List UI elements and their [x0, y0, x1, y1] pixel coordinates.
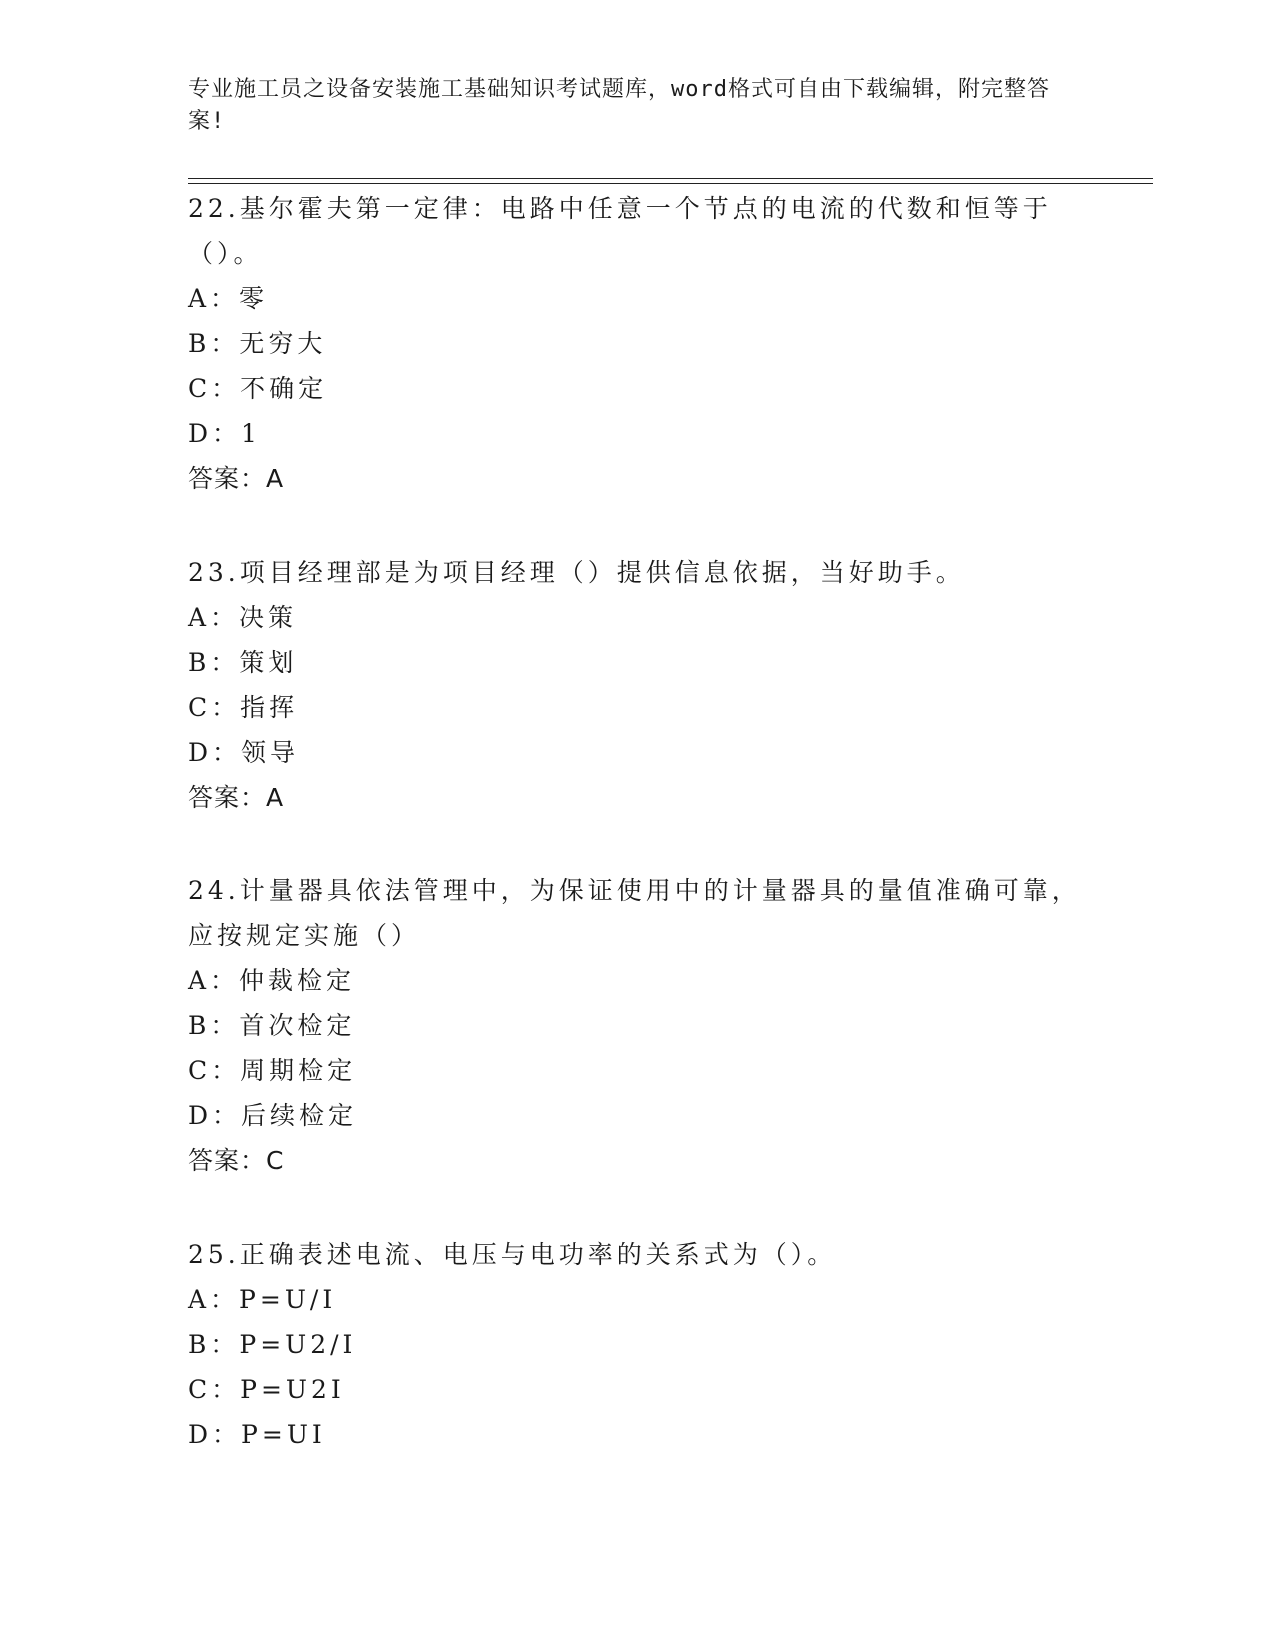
option-b: B：策划 — [188, 648, 298, 677]
header-divider-top — [188, 178, 1153, 179]
question-23 — [188, 550, 1088, 820]
question-stem: 22.基尔霍夫第一定律：电路中任意一个节点的电流的代数和恒等于（）。 — [188, 194, 1052, 268]
document-intro: 专业施工员之设备安装施工基础知识考试题库，word格式可自由下载编辑，附完整答案! — [188, 77, 1050, 134]
option-b: B：首次检定 — [188, 1011, 356, 1040]
option-b: B：无穷大 — [188, 329, 327, 358]
option-c: C：P=U2I — [188, 1375, 345, 1404]
answer: 答案：A — [188, 783, 285, 812]
question-stem: 24.计量器具依法管理中，为保证使用中的计量器具的量值准确可靠，应按规定实施（） — [188, 876, 1081, 950]
option-d: D：P=UI — [188, 1420, 326, 1449]
question-22 — [188, 186, 1088, 501]
answer: 答案：A — [188, 464, 285, 493]
option-d: D：1 — [188, 419, 261, 448]
question-24 — [188, 868, 1088, 1183]
option-b: B：P=U2/I — [188, 1330, 357, 1359]
option-d: D：后续检定 — [188, 1101, 358, 1130]
option-c: C：不确定 — [188, 374, 328, 403]
option-a: A：零 — [188, 284, 269, 313]
question-25 — [188, 1232, 1088, 1457]
option-a: A：P=U/I — [188, 1285, 337, 1314]
option-d: D：领导 — [188, 738, 300, 767]
option-c: C：周期检定 — [188, 1056, 357, 1085]
answer: 答案：C — [188, 1146, 285, 1175]
question-stem: 25.正确表述电流、电压与电功率的关系式为（）。 — [188, 1240, 837, 1269]
option-c: C：指挥 — [188, 693, 299, 722]
header-divider-bottom — [188, 183, 1153, 184]
question-stem: 23.项目经理部是为项目经理（）提供信息依据，当好助手。 — [188, 558, 965, 587]
option-a: A：仲裁检定 — [188, 966, 356, 995]
option-a: A：决策 — [188, 603, 298, 632]
